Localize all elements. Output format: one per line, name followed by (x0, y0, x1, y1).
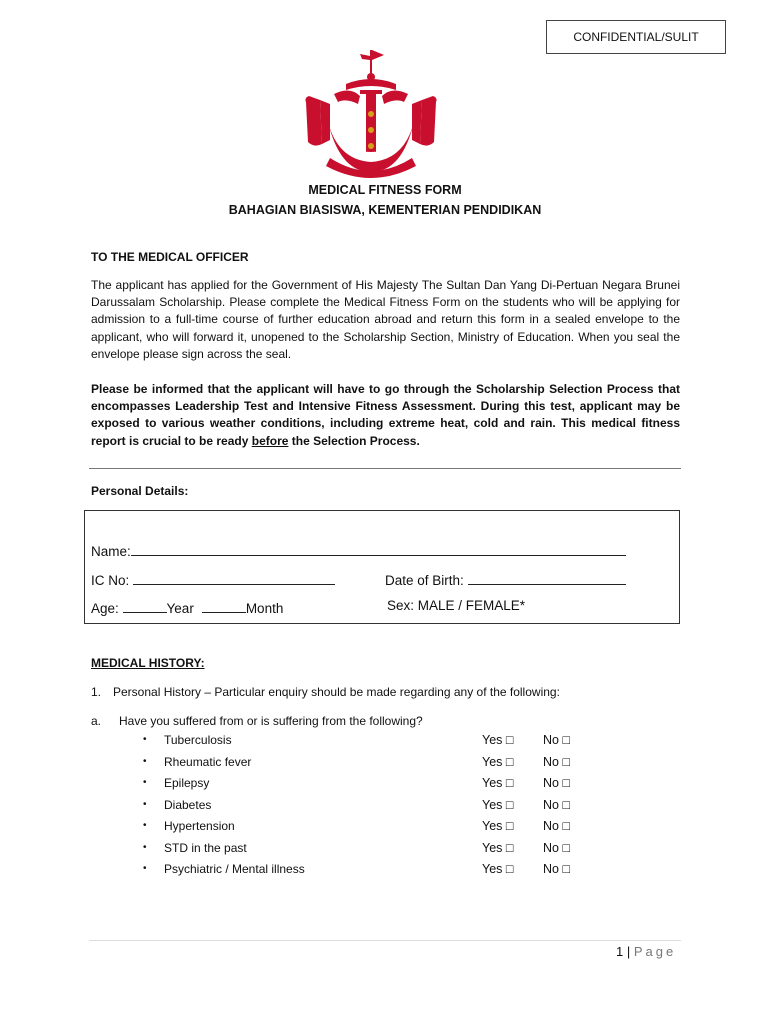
condition-label: Diabetes (164, 797, 212, 812)
condition-label: Psychiatric / Mental illness (164, 862, 305, 876)
yes-checkbox[interactable]: Yes □ (482, 733, 514, 747)
bullet-icon: • (143, 863, 147, 874)
notice-emphasis: before (251, 433, 289, 448)
no-checkbox[interactable]: No □ (543, 840, 571, 855)
yes-checkbox[interactable]: Yes □ (482, 776, 514, 790)
condition-label: Tuberculosis (164, 733, 232, 747)
question-a-letter: a. (91, 714, 102, 728)
yes-checkbox[interactable]: Yes □ (482, 819, 514, 833)
no-checkbox[interactable]: No □ (543, 862, 571, 876)
yes-checkbox[interactable]: Yes □ (482, 797, 514, 812)
notice-text-after: the Selection Process. (288, 433, 420, 448)
condition-row (0, 862, 770, 882)
section-divider (89, 468, 681, 469)
ic-label: IC No: (91, 573, 134, 588)
name-blank[interactable] (131, 541, 626, 556)
no-checkbox[interactable]: No □ (543, 733, 571, 747)
condition-row (0, 733, 770, 753)
condition-label: STD in the past (164, 840, 247, 855)
personal-details-heading: Personal Details: (91, 484, 189, 498)
yes-checkbox[interactable]: Yes □ (482, 840, 514, 855)
condition-row (0, 841, 770, 861)
no-checkbox[interactable]: No □ (543, 754, 571, 769)
ic-blank[interactable] (133, 570, 335, 585)
intro-paragraph: The applicant has applied for the Government of His Majesty The Sultan Dan Yang Di-Pertuan Negara Brunei Darussalam Scholarship. Please complete the Medical Fitness Form on the students who will be applying for admission to a full-time course of further education abroad and return this form in a sealed envelope to the applicant, who will forward it, unopened to the Scholarship Section, Ministry of Education. When you seal the envelope please sign across the seal. (91, 278, 680, 361)
name-label: Name: (91, 544, 131, 559)
bullet-icon: • (143, 841, 147, 853)
condition-row (0, 755, 770, 775)
bullet-icon: • (143, 755, 147, 767)
page-separator: | (626, 944, 631, 959)
no-checkbox[interactable]: No □ (543, 776, 571, 790)
question-1-text: Personal History – Particular enquiry should be made regarding any of the following: (113, 685, 560, 699)
age-month-blank[interactable] (202, 598, 246, 613)
bullet-icon: • (143, 777, 147, 788)
condition-row (0, 776, 770, 796)
question-a-text: Have you suffered from or is suffering from the following? (119, 714, 423, 728)
medical-history-heading: MEDICAL HISTORY: (91, 656, 205, 670)
yes-checkbox[interactable]: Yes □ (482, 754, 514, 769)
dob-label: Date of Birth: (385, 573, 468, 588)
brunei-crest-logo (300, 44, 442, 180)
condition-row (0, 819, 770, 839)
question-1-number: 1. (91, 685, 102, 699)
footer-divider (89, 940, 681, 941)
selection-notice (91, 381, 680, 450)
dob-blank[interactable] (468, 570, 626, 585)
condition-label: Epilepsy (164, 776, 210, 790)
age-field (91, 598, 283, 616)
form-subtitle: BAHAGIAN BIASISWA, KEMENTERIAN PENDIDIKAN (228, 203, 542, 217)
age-label: Age: (91, 601, 123, 616)
name-field (91, 541, 626, 559)
page-number (616, 944, 676, 959)
condition-label: Rheumatic fever (164, 754, 252, 769)
condition-row (0, 798, 770, 818)
confidential-label: CONFIDENTIAL/SULIT (546, 20, 726, 54)
yes-checkbox[interactable]: Yes □ (482, 862, 514, 876)
age-year-blank[interactable] (123, 598, 167, 613)
bullet-icon: • (143, 798, 147, 810)
addressee-heading: TO THE MEDICAL OFFICER (91, 250, 249, 264)
bullet-icon: • (143, 734, 147, 745)
page-number-value: 1 (616, 944, 624, 959)
month-label: Month (245, 601, 284, 616)
sex-field[interactable]: Sex: MALE / FEMALE* (387, 598, 526, 613)
notice-text-before: Please be informed that the applicant will have to go through the Scholarship Selection Process that encompasses Leadership Test and Intensive Fitness Assessment. During this test, applicant may be exposed to various weather conditions, including extreme heat, cold and rain. This medical fitness report is crucial to be ready (91, 382, 680, 448)
ic-field (91, 570, 335, 588)
condition-label: Hypertension (164, 819, 235, 833)
no-checkbox[interactable]: No □ (543, 797, 571, 812)
page-label: Page (633, 944, 677, 959)
dob-field (385, 570, 626, 588)
form-title: MEDICAL FITNESS FORM (308, 183, 462, 197)
no-checkbox[interactable]: No □ (543, 819, 571, 833)
bullet-icon: • (143, 820, 147, 831)
year-label: Year (166, 601, 194, 616)
